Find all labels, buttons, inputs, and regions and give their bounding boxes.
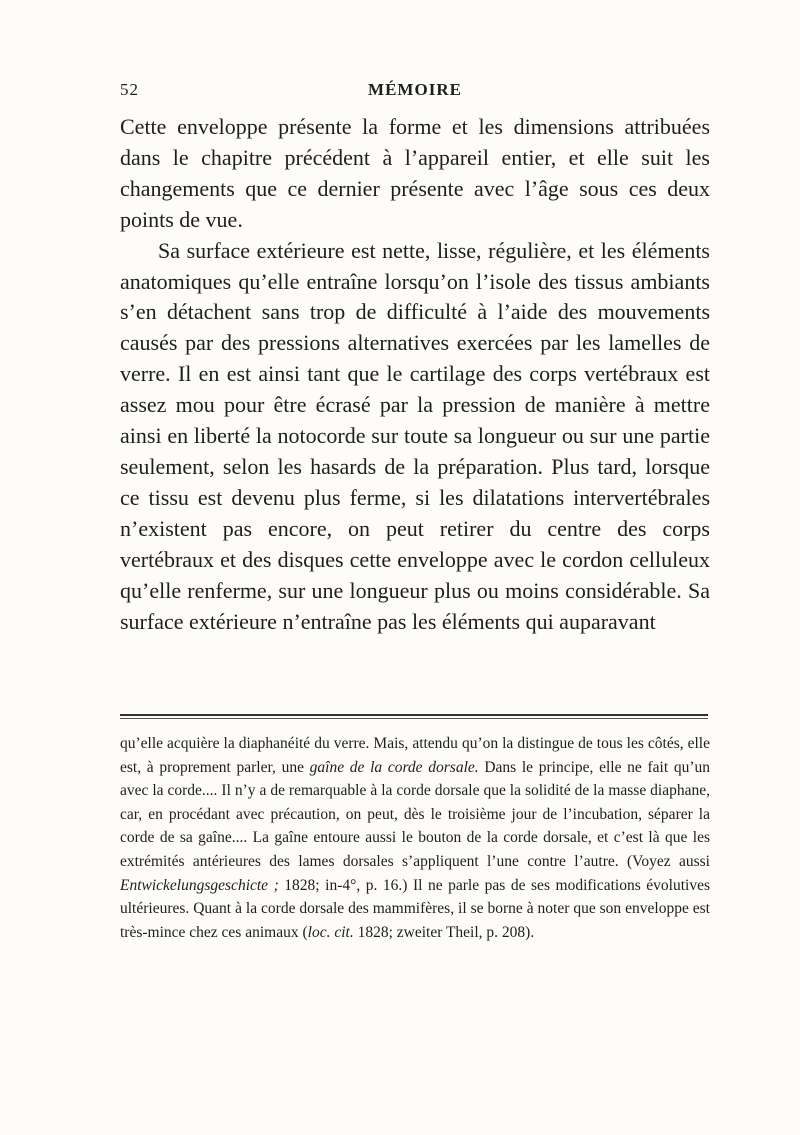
- paragraph-2: Sa surface extérieure est nette, lisse, régulière, et les éléments anatomiques qu’elle entraîne lorsqu’on l’isole des tissus ambiants s’en détachent sans trop de difficulté à l’aide des mouvements causés par des pressions alternatives exercées par les lamelles de verre. Il en est ainsi tant que le cartilage des corps vertébraux est assez mou pour être écrasé par la pression de manière à mettre ainsi en liberté la notocorde sur toute sa longueur ou sur une partie seulement, selon les hasards de la préparation. Plus tard, lorsque ce tissu est devenu plus ferme, si les dilatations intervertébrales n’existent pas encore, on peut retirer du centre des corps vertébraux et des disques cette enveloppe avec le cordon celluleux qu’elle renferme, sur une longueur plus ou moins considérable. Sa surface extérieure n’entraîne pas les éléments qui auparavant: [120, 237, 710, 634]
- footnote-italic-1: gaîne de la corde dorsale.: [309, 758, 479, 776]
- footnote-text: [120, 732, 710, 944]
- footnote-italic-3: loc. cit.: [307, 923, 354, 941]
- page-header: [120, 80, 710, 108]
- footnote: [120, 732, 710, 944]
- page-number: 52: [120, 80, 139, 99]
- paragraph-1: Cette enveloppe présente la forme et les dimensions attribuées dans le chapitre précédent à l’appareil entier, et elle suit les changements que ce dernier présente avec l’âge sous ces deux points de vue.: [120, 114, 710, 232]
- footnote-divider: [120, 714, 708, 719]
- footnote-italic-2: Entwickelungsgeschicte ;: [120, 876, 279, 894]
- footnote-part-3: 1828; in-4°, p. 16.) Il ne parle pas de ses modifications évolutives ultérieures. Quant à la corde dorsale des mammifères, il se borne à noter que son enveloppe est très-mince chez ces animaux (: [120, 876, 710, 941]
- footnote-part-4: 1828; zweiter Theil, p. 208).: [353, 923, 535, 941]
- main-text: [120, 112, 710, 637]
- footnote-part-2: Dans le principe, elle ne fait qu’un avec la corde.... Il n’y a de remarquable à la corde dorsale que la solidité de la masse diaphane, car, en procédant avec précaution, on peut, dès le troisième jour de l’incubation, séparer la corde de sa gaîne.... La gaîne entoure aussi le bouton de la corde dorsale, et c’est là que les extrémités antérieures des lames dorsales s’appliquent l’une contre l’autre. (Voyez aussi: [120, 758, 710, 870]
- footnote-part-1: qu’elle acquière la diaphanéité du verre. Mais, attendu qu’on la distingue de tous les côtés, elle est, à proprement parler, une: [120, 735, 710, 776]
- running-title: MÉMOIRE: [368, 80, 462, 99]
